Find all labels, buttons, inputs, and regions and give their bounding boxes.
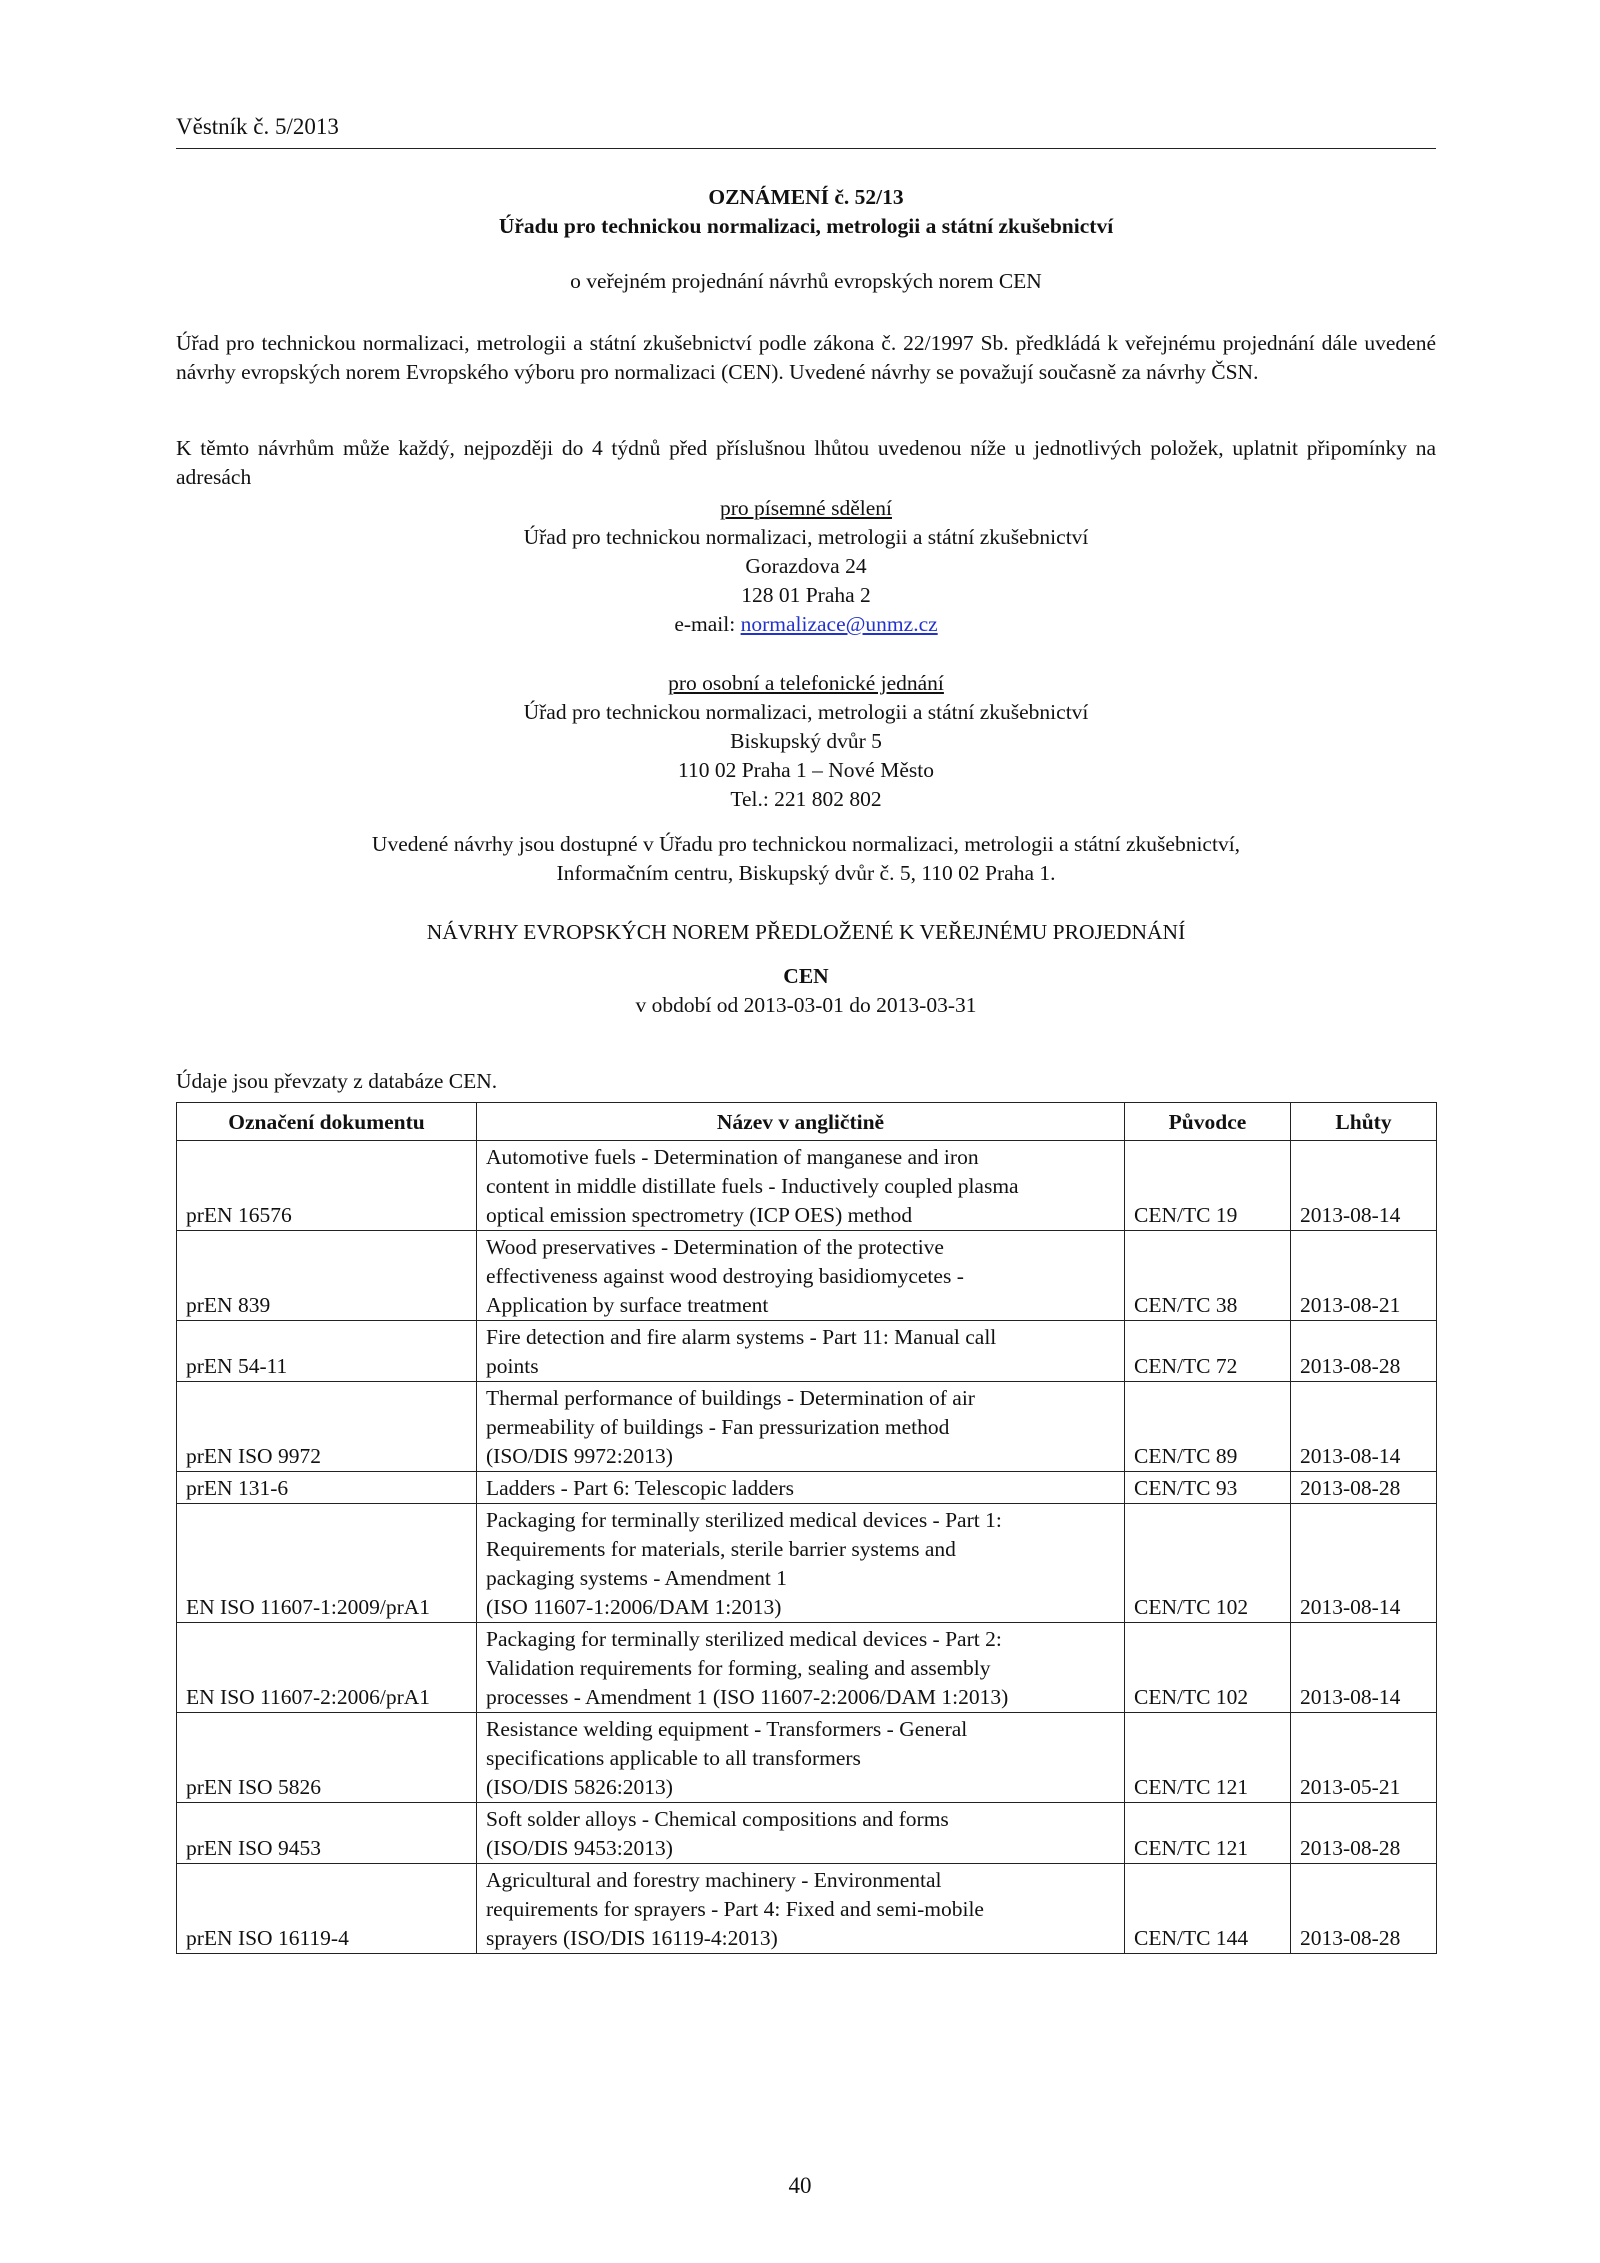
personal-contact-phone: Tel.: 221 802 802: [730, 787, 882, 811]
cell-designation: prEN 839: [177, 1231, 477, 1321]
written-contact-email-line: [176, 610, 1436, 639]
section-heading: NÁVRHY EVROPSKÝCH NOREM PŘEDLOŽENÉ K VEŘEJNÉMU PROJEDNÁNÍ: [426, 920, 1186, 944]
cell-name-line: Agricultural and forestry machinery - Environmental: [486, 1868, 942, 1892]
cell-designation: prEN ISO 16119-4: [177, 1864, 477, 1954]
cell-designation: EN ISO 11607-2:2006/prA1: [177, 1623, 477, 1713]
cell-designation: prEN ISO 5826: [177, 1713, 477, 1803]
cell-originator: CEN/TC 102: [1125, 1504, 1291, 1623]
cell-name: [477, 1321, 1125, 1382]
table-row: [177, 1321, 1437, 1382]
cell-name: [477, 1713, 1125, 1803]
cell-originator: CEN/TC 93: [1125, 1472, 1291, 1504]
section-header: [176, 918, 1436, 1020]
cell-name-line: (ISO/DIS 9453:2013): [486, 1836, 673, 1860]
cell-name: [477, 1472, 1125, 1504]
cell-name-line: content in middle distillate fuels - Inductively coupled plasma: [486, 1174, 1019, 1198]
table-row: [177, 1141, 1437, 1231]
cell-name-line: specifications applicable to all transformers: [486, 1746, 861, 1770]
cell-name: [477, 1803, 1125, 1864]
personal-contact-city: 110 02 Praha 1 – Nové Město: [678, 758, 934, 782]
cell-name-line: permeability of buildings - Fan pressurization method: [486, 1415, 950, 1439]
cell-deadline: 2013-08-28: [1291, 1803, 1437, 1864]
cell-originator: CEN/TC 89: [1125, 1382, 1291, 1472]
cell-name: [477, 1141, 1125, 1231]
intro-paragraph: Úřad pro technickou normalizaci, metrologii a státní zkušebnictví podle zákona č. 22/1997 Sb. předkládá k veřejnému projednání dále uvedené návrhy evropských norem Evropského výboru pro normalizaci (CEN). Uvedené návrhy se považují současně za návrhy ČSN.: [176, 331, 1436, 384]
header-designation: Označení dokumentu: [177, 1103, 477, 1141]
written-contact-street: Gorazdova 24: [745, 554, 867, 578]
section-org: CEN: [783, 964, 829, 988]
cell-designation: prEN 54-11: [177, 1321, 477, 1382]
cell-name-line: Requirements for materials, sterile barrier systems and: [486, 1537, 956, 1561]
cell-designation: prEN 131-6: [177, 1472, 477, 1504]
cell-designation: prEN ISO 9972: [177, 1382, 477, 1472]
source-note: Údaje jsou převzaty z databáze CEN.: [176, 1069, 498, 1093]
availability-note: [176, 830, 1436, 888]
page-number: 40: [788, 2173, 812, 2198]
availability-line-1: Uvedené návrhy jsou dostupné v Úřadu pro technickou normalizaci, metrologii a státní zkušebnictví,: [371, 832, 1241, 856]
cell-name-line: (ISO 11607-1:2006/DAM 1:2013): [486, 1595, 782, 1619]
cell-originator: CEN/TC 144: [1125, 1864, 1291, 1954]
cell-deadline: 2013-05-21: [1291, 1713, 1437, 1803]
written-contact-city: 128 01 Praha 2: [741, 583, 871, 607]
page-header: Věstník č. 5/2013: [176, 112, 1436, 149]
table-row: [177, 1623, 1437, 1713]
personal-contact-block: [176, 669, 1436, 814]
cell-designation: prEN ISO 9453: [177, 1803, 477, 1864]
cell-name-line: Application by surface treatment: [486, 1293, 769, 1317]
cell-originator: CEN/TC 19: [1125, 1141, 1291, 1231]
table-row: [177, 1382, 1437, 1472]
email-link[interactable]: normalizace@unmz.cz: [740, 612, 938, 636]
written-contact-heading: pro písemné sdělení: [720, 496, 892, 520]
cell-name-line: optical emission spectrometry (ICP OES) method: [486, 1203, 913, 1227]
table-row: [177, 1803, 1437, 1864]
cell-deadline: 2013-08-28: [1291, 1321, 1437, 1382]
header-originator: Původce: [1125, 1103, 1291, 1141]
cell-name-line: (ISO/DIS 9972:2013): [486, 1444, 673, 1468]
section-period: v období od 2013-03-01 do 2013-03-31: [635, 993, 977, 1017]
cell-name-line: Thermal performance of buildings - Determination of air: [486, 1386, 975, 1410]
header-name: Název v angličtině: [477, 1103, 1125, 1141]
cell-name-line: effectiveness against wood destroying basidiomycetes -: [486, 1264, 964, 1288]
cell-name: [477, 1231, 1125, 1321]
availability-line-2: Informačním centru, Biskupský dvůr č. 5, 110 02 Praha 1.: [556, 861, 1056, 885]
cell-name-line: Soft solder alloys - Chemical compositions and forms: [486, 1807, 949, 1831]
cell-name: [477, 1382, 1125, 1472]
cell-originator: CEN/TC 121: [1125, 1713, 1291, 1803]
cell-deadline: 2013-08-14: [1291, 1141, 1437, 1231]
table-row: [177, 1713, 1437, 1803]
table-row: [177, 1472, 1437, 1504]
announcement-title-block: [176, 183, 1436, 296]
cell-name-line: Packaging for terminally sterilized medical devices - Part 1:: [486, 1508, 1002, 1532]
cell-name-line: Ladders - Part 6: Telescopic ladders: [486, 1476, 794, 1500]
cell-name-line: packaging systems - Amendment 1: [486, 1566, 787, 1590]
comments-paragraph: K těmto návrhům může každý, nejpozději do 4 týdnů před příslušnou lhůtou uvedenou níže u jednotlivých položek, uplatnit připomínky na adresách: [176, 436, 1436, 489]
cell-originator: CEN/TC 121: [1125, 1803, 1291, 1864]
table-row: [177, 1504, 1437, 1623]
cell-deadline: 2013-08-28: [1291, 1864, 1437, 1954]
cell-deadline: 2013-08-28: [1291, 1472, 1437, 1504]
cell-name-line: Fire detection and fire alarm systems - Part 11: Manual call: [486, 1325, 997, 1349]
cell-name-line: Automotive fuels - Determination of manganese and iron: [486, 1145, 979, 1169]
standards-table: [176, 1102, 1437, 1954]
cell-name-line: Packaging for terminally sterilized medical devices - Part 2:: [486, 1627, 1002, 1651]
cell-originator: CEN/TC 102: [1125, 1623, 1291, 1713]
announcement-subject: o veřejném projednání návrhů evropských norem CEN: [570, 269, 1042, 293]
cell-designation: EN ISO 11607-1:2009/prA1: [177, 1504, 477, 1623]
table-header-row: [177, 1103, 1437, 1141]
announcement-authority: Úřadu pro technickou normalizaci, metrologii a státní zkušebnictví: [498, 214, 1114, 238]
table-body: [177, 1141, 1437, 1954]
cell-originator: CEN/TC 38: [1125, 1231, 1291, 1321]
cell-name-line: processes - Amendment 1 (ISO 11607-2:2006/DAM 1:2013): [486, 1685, 1009, 1709]
announcement-title: OZNÁMENÍ č. 52/13: [708, 185, 904, 209]
table-row: [177, 1864, 1437, 1954]
written-contact-block: [176, 494, 1436, 639]
cell-name-line: (ISO/DIS 5826:2013): [486, 1775, 673, 1799]
cell-name-line: sprayers (ISO/DIS 16119-4:2013): [486, 1926, 778, 1950]
cell-name: [477, 1864, 1125, 1954]
cell-deadline: 2013-08-14: [1291, 1504, 1437, 1623]
cell-deadline: 2013-08-14: [1291, 1382, 1437, 1472]
personal-contact-heading: pro osobní a telefonické jednání: [668, 671, 944, 695]
cell-name-line: points: [486, 1354, 539, 1378]
cell-name-line: Resistance welding equipment - Transformers - General: [486, 1717, 968, 1741]
cell-name: [477, 1623, 1125, 1713]
table-row: [177, 1231, 1437, 1321]
cell-deadline: 2013-08-14: [1291, 1623, 1437, 1713]
cell-designation: prEN 16576: [177, 1141, 477, 1231]
cell-name: [477, 1504, 1125, 1623]
email-label: e-mail:: [674, 612, 741, 636]
written-contact-org: Úřad pro technickou normalizaci, metrologii a státní zkušebnictví: [523, 525, 1089, 549]
cell-deadline: 2013-08-21: [1291, 1231, 1437, 1321]
cell-name-line: Wood preservatives - Determination of the protective: [486, 1235, 944, 1259]
personal-contact-street: Biskupský dvůr 5: [730, 729, 882, 753]
cell-name-line: Validation requirements for forming, sealing and assembly: [486, 1656, 991, 1680]
personal-contact-org: Úřad pro technickou normalizaci, metrologii a státní zkušebnictví: [523, 700, 1089, 724]
header-deadline: Lhůty: [1291, 1103, 1437, 1141]
cell-originator: CEN/TC 72: [1125, 1321, 1291, 1382]
cell-name-line: requirements for sprayers - Part 4: Fixed and semi-mobile: [486, 1897, 984, 1921]
